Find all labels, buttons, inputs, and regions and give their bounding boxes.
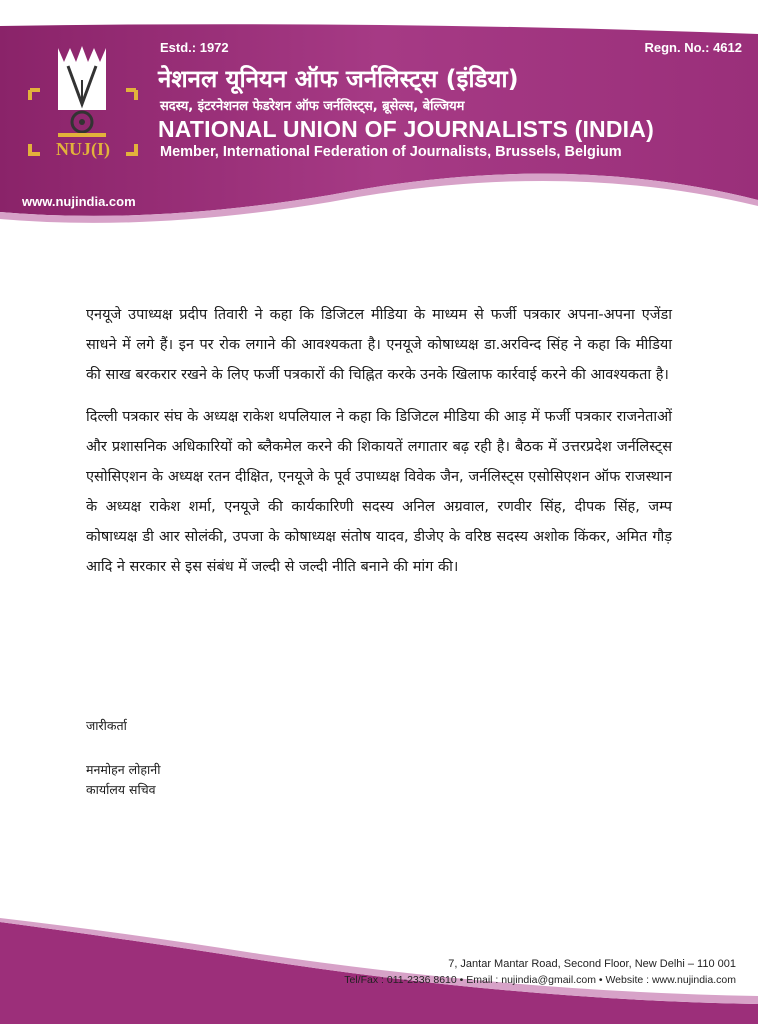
signoff [86,716,160,800]
paragraph-1: एनयूजे उपाध्यक्ष प्रदीप तिवारी ने कहा कि डिजिटल मीडिया के माध्यम से फर्जी पत्रकार अपना-अपना एजेंडा साधने में लगे हैं। इन पर रोक लगाने की आवश्यकता है। एनयूजे कोषाध्यक्ष डा.अरविन्द सिंह ने कहा कि मीडिया की साख बरकरार रखने के लिए फर्जी पत्रकारों की चिह्नित करके उनके खिलाफ कार्रवाई करने की आवश्यकता है। [86,307,672,383]
issued-by-label: जारीकर्ता [86,718,127,733]
letterhead-footer [0,908,758,1024]
signatory-designation: कार्यालय सचिव [86,782,156,797]
paragraph-2: दिल्ली पत्रकार संघ के अध्यक्ष राकेश थपलियाल ने कहा कि डिजिटल मीडिया की आड़ में फर्जी पत्रकार राजनेताओं और प्रशासनिक अधिकारियों को ब्लैकमेल करने की शिकायतें लगातार बढ़ रही है। बैठक में उत्तरप्रदेश जर्नलिस्ट्स एसोसिएशन के अध्यक्ष रतन दीक्षित, एनयूजे के पूर्व उपाध्यक्ष विवेक जैन, जर्नलिस्ट्स एसोसिएशन ऑफ राजस्थान के अध्यक्ष राकेश शर्मा, एनयूजे की कार्यकारिणी सदस्य अनिल अग्रवाल, रणवीर सिंह, दीपक सिंह, जम्प कोषाध्यक्ष डी आर सोलंकी, उपजा के कोषाध्यक्ष संतोष यादव, डीजेए के वरिष्ठ सदस्य अशोक किंकर, अमित गौड़ आदि ने सरकार से इस संबंध में जल्दी से जल्दी नीति बनाने की मांग की। [86,409,672,575]
letter-body [86,300,672,594]
footer-address: 7, Jantar Mantar Road, Second Floor, New Delhi – 110 001 [448,958,736,970]
logo-text: NUJ(I) [56,139,110,159]
membership-english: Member, International Federation of Journalists, Brussels, Belgium [160,144,622,160]
membership-hindi: सदस्य, इंटरनेशनल फेडरेशन ऑफ जर्नलिस्ट्स, ब्रूसेल्स, बेल्जियम [160,99,465,114]
letterhead-header [0,0,758,232]
established-year: Estd.: 1972 [160,40,229,55]
footer-contact: Tel/Fax : 011-2336 8610 • Email : nujindia@gmail.com • Website : www.nujindia.com [344,974,736,986]
pen-nib-emblem-icon [24,40,142,162]
registration-number: Regn. No.: 4612 [644,40,742,55]
header-website-link[interactable]: www.nujindia.com [22,194,136,209]
signatory-name: मनमोहन लोहानी [86,762,161,777]
org-name-english: NATIONAL UNION OF JOURNALISTS (INDIA) [158,116,654,142]
org-name-hindi: नेशनल यूनियन ऑफ जर्नलिस्ट्स (इंडिया) [158,65,519,93]
nuj-logo [24,40,142,162]
